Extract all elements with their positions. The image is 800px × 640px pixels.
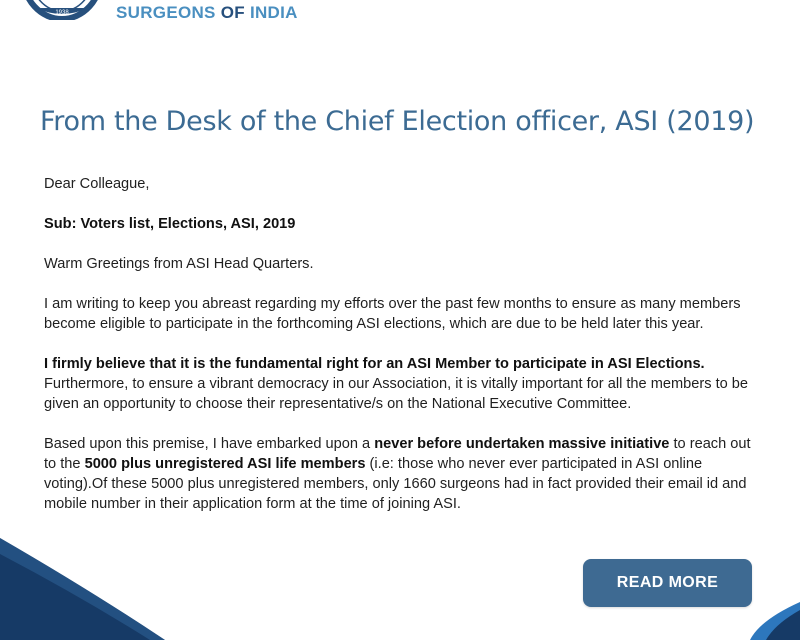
site-logo[interactable] [0, 0, 320, 30]
page-title: From the Desk of the Chief Election officer, ASI (2019) [40, 106, 755, 137]
letter-body [44, 174, 760, 534]
belief-statement: I firmly believe that it is the fundamental right for an ASI Member to participate in ASI Elections. [44, 356, 705, 372]
logo-text-surgeons: SURGEONS [116, 3, 221, 22]
subject-text: Sub: Voters list, Elections, ASI, 2019 [44, 216, 296, 232]
paragraph-belief [44, 354, 760, 414]
read-more-button[interactable]: READ MORE [583, 559, 752, 607]
logo-text-of: OF [220, 3, 245, 22]
decorative-wave-left [0, 530, 170, 640]
logo-year: 1938 [55, 10, 69, 16]
members-highlight: 5000 plus unregistered ASI life members [84, 456, 366, 472]
asi-seal-logo [22, 0, 102, 20]
initiative-text-a: Based upon this premise, I have embarked upon a [44, 436, 375, 452]
paragraph-intro: I am writing to keep you abreast regarding my efforts over the past few months to ensure as many members become eligible to participate in the forthcoming ASI elections, which are due to be held later this year. [44, 296, 741, 332]
belief-rest: Furthermore, to ensure a vibrant democracy in our Association, it is vitally important for all the members to be given an opportunity to choose their representative/s on the National Executive Committee. [44, 376, 749, 412]
logo-text [116, 3, 298, 23]
initiative-text-e: (i.e: those who never ever participated in ASI online voting).Of these 5000 plus unregistered members, only 1660 surgeons had in fact provided their email id and mobile number in their application form at the time of joining ASI. [44, 456, 747, 512]
logo-text-india: INDIA [244, 3, 298, 22]
greeting: Warm Greetings from ASI Head Quarters. [44, 256, 314, 272]
initiative-text-c: to reach out to the [44, 436, 751, 472]
subject-line [44, 214, 760, 234]
salutation: Dear Colleague, [44, 176, 150, 192]
initiative-highlight: never before undertaken massive initiative [374, 436, 670, 452]
paragraph-initiative [44, 434, 760, 514]
